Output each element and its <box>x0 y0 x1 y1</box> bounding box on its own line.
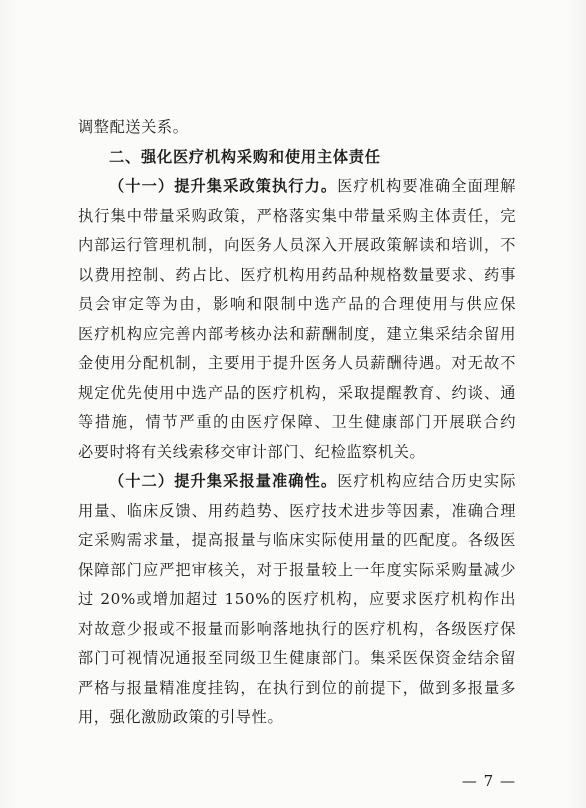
paragraph-11-line: 员会审定等为由，影响和限制中选产品的合理使用与供应保 <box>78 295 516 313</box>
paragraph-11-line: 执行集中带量采购政策，严格落实集中带量采购主体责任，完 <box>78 206 516 225</box>
paragraph-11-line: 以费用控制、药占比、医疗机构用药品种规格数量要求、药事 <box>78 265 516 284</box>
page-number: — 7 — <box>461 772 516 790</box>
paragraph-11-line: 医疗机构应完善内部考核办法和薪酬制度，建立集采结余留用 <box>78 324 516 343</box>
paragraph-12-line: 用，强化激励政策的引导性。 <box>78 708 284 726</box>
paragraph-12-line: 用量、临床反馈、用药趋势、医疗技术进步等因素，准确合理 <box>78 501 516 520</box>
paragraph-11-line: 金使用分配机制，主要用于提升医务人员薪酬待遇。对无故不 <box>78 354 516 372</box>
paragraph-12-line: 部门可视情况通报至同级卫生健康部门。集采医保资金结余留 <box>78 649 516 667</box>
paragraph-12-line: 过 20%或增加超过 150%的医疗机构，应要求医疗机构作出 <box>78 590 516 608</box>
paragraph-11-line: 规定优先使用中选产品的医疗机构，采取提醒教育、约谈、通 <box>78 383 516 402</box>
paragraph-12-line: 定采购需求量，提高报量与临床实际使用量的匹配度。各级医 <box>78 531 516 549</box>
paragraph-12-label: （十二）提升集采报量准确性。 <box>109 472 338 490</box>
paragraph-12-line: 对故意少报或不报量而影响落地执行的医疗机构，各级医疗保 <box>78 619 516 638</box>
document-body <box>78 113 516 733</box>
paragraph-11-line: 内部运行管理机制，向医务人员深入开展政策解读和培训，不 <box>78 236 516 254</box>
paragraph-11-line: 等措施，情节严重的由医疗保障、卫生健康部门开展联合约 <box>78 413 516 431</box>
paragraph-12-text: 医疗机构应结合历史实际 <box>337 472 516 490</box>
paragraph-12-line: 保障部门应严把审核关，对于报量较上一年度实际采购量减少 <box>78 560 516 579</box>
paragraph-12-line: 严格与报量精准度挂钩，在执行到位的前提下，做到多报量多 <box>78 678 516 697</box>
continuation-line: 调整配送关系。 <box>78 118 189 136</box>
paragraph-11-line-1 <box>78 172 516 202</box>
paragraph-12-line-1 <box>78 467 516 497</box>
section-heading: 二、强化医疗机构采购和使用主体责任 <box>109 147 381 166</box>
paragraph-11-line: 必要时将有关线索移交审计部门、纪检监察机关。 <box>78 442 426 461</box>
paragraph-11-text: 医疗机构要准确全面理解 <box>337 177 516 195</box>
paragraph-11-label: （十一）提升集采政策执行力。 <box>109 177 338 195</box>
